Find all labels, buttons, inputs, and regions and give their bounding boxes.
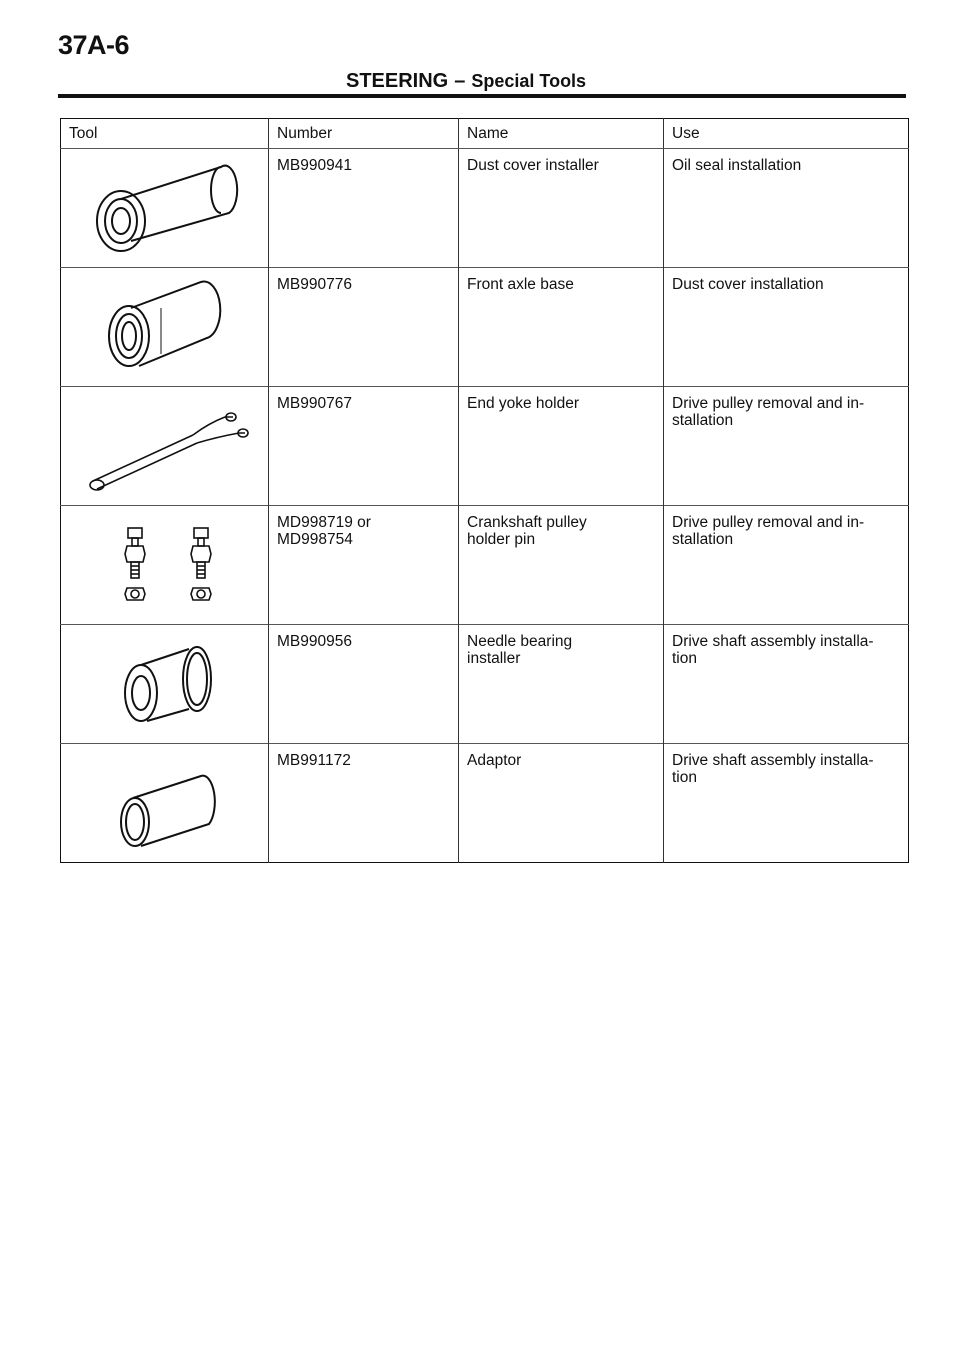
tool-illustration-cell [61,506,269,625]
column-header-tool: Tool [61,119,269,149]
tool-illustration-cell [61,387,269,506]
tool-use: Drive shaft assembly installa- tion [664,744,909,863]
title-dash: – [454,70,466,92]
tool-number: MB990767 [269,387,459,506]
tool-use: Drive shaft assembly installa- tion [664,625,909,744]
table-row [61,268,909,387]
table-row [61,387,909,506]
front-axle-base-icon [61,268,269,386]
subsection-title: Special Tools [471,71,587,91]
crankshaft-pulley-holder-pin-icon [61,506,269,624]
needle-bearing-installer-icon [61,625,269,743]
adaptor-icon [61,744,269,862]
column-header-use: Use [664,119,909,149]
tool-illustration-cell [61,149,269,268]
tool-use: Drive pulley removal and in- stallation [664,387,909,506]
page-number: 37A-6 [58,30,130,60]
tool-use: Drive pulley removal and in- stallation [664,506,909,625]
tool-number: MD998719 or MD998754 [269,506,459,625]
table-row [61,149,909,268]
table-row [61,744,909,863]
tool-name: Adaptor [459,744,664,863]
special-tools-table [60,118,909,863]
tool-name: Needle bearing installer [459,625,664,744]
tool-name: Crankshaft pulley holder pin [459,506,664,625]
column-header-name: Name [459,119,664,149]
tool-name: Dust cover installer [459,149,664,268]
dust-cover-installer-icon [61,149,269,267]
tool-illustration-cell [61,625,269,744]
tool-use: Dust cover installation [664,268,909,387]
tool-illustration-cell [61,268,269,387]
tool-number: MB990956 [269,625,459,744]
tool-name: End yoke holder [459,387,664,506]
tool-number: MB991172 [269,744,459,863]
table-header-row [61,119,909,149]
table-row [61,506,909,625]
page-header [58,30,906,100]
end-yoke-holder-icon [61,387,269,505]
tool-number: MB990776 [269,268,459,387]
header-rule [58,94,906,98]
column-header-number: Number [269,119,459,149]
page-title [346,70,586,93]
tool-name: Front axle base [459,268,664,387]
section-title: STEERING [346,70,449,92]
table-row [61,625,909,744]
tool-use: Oil seal installation [664,149,909,268]
tool-number: MB990941 [269,149,459,268]
tool-illustration-cell [61,744,269,863]
